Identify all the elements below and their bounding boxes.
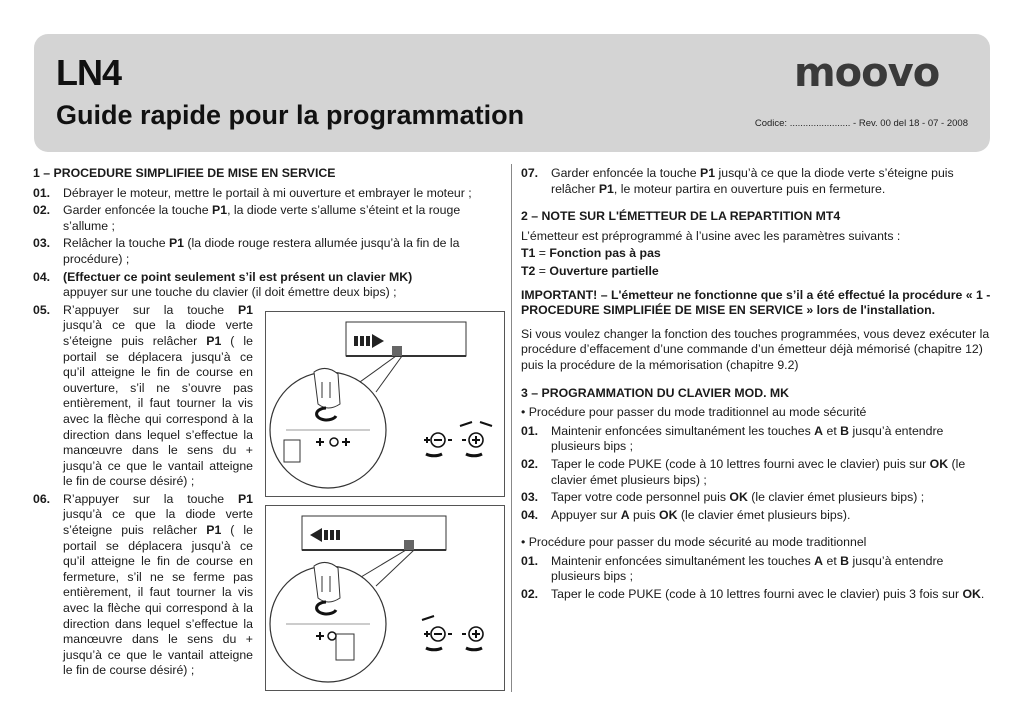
adjustment-screw-icon (424, 433, 452, 456)
transmitter-intro: L’émetteur est préprogrammé à l’usine avec les paramètres suivants : (521, 228, 901, 243)
adjustment-screw-icon (462, 627, 483, 650)
step-a04: 04. Appuyer sur A puis OK (le clavier émet plusieurs bips). (521, 507, 851, 522)
step-06: 06. R’appuyer sur la touche P1 jusqu’à ce que la diode verte s’éteigne puis relâcher P1 ( le portail se déplacera jusqu’à ce qu’il atteigne le fin de course en fermeture, s’il ne se ferme pas entièrement, il faut tourner la vis avec la flèche qui correspond à la direction dans lequel s’effectue la manœuvre dans le sens du + jusqu’à ce que le vantail atteigne le fin de course désiré) ; (33, 491, 253, 678)
t2-setting: T2 = Ouverture partielle (521, 263, 659, 278)
step-05: 05. R’appuyer sur la touche P1 jusqu’à ce que la diode verte s’éteigne puis relâcher P1 ( le portail se déplacera jusqu’à ce qu’il atteigne le fin de course en ouverture, s’il ne s’ouvre pas entièrement, il faut tourner la vis avec la flèche qui correspond à la direction dans lequel s’effectue la manœuvre dans le sens du + jusqu’à ce que le vantail atteigne le fin de course désiré) ; (33, 302, 253, 489)
gate-opening-illustration (266, 312, 504, 496)
change-functions-note: Si vous voulez changer la fonction des touches programmées, vous devez exécuter la procédure d’effacement d’une commande d’un émetteur déjà mémorisé (chapitre 12) puis la procédure de la mémorisation (chapitre 9.2) (521, 326, 990, 372)
opening-adjustment-figure (265, 311, 505, 497)
column-divider (511, 164, 512, 692)
adjustment-screw-icon (460, 422, 492, 456)
model-name: LN4 (56, 52, 122, 93)
step-01: 01. Débrayer le moteur, mettre le portail à mi ouverture et embrayer le moteur ; (33, 185, 472, 200)
adjustment-screw-icon (422, 616, 452, 650)
document-code: Codice: ....................... - Rev. 00 del 18 - 07 - 2008 (754, 118, 968, 129)
step-04: 04. (Effectuer ce point seulement s’il est présent un clavier MK) appuyer sur une touche du clavier (il doit émettre deux bips) ; (33, 269, 413, 300)
procedure-to-traditional-title: • Procédure pour passer du mode sécurité au mode traditionnel (521, 535, 867, 550)
page-title: Guide rapide pour la programmation (56, 100, 525, 130)
header-panel (34, 34, 990, 152)
closing-adjustment-figure (265, 505, 505, 691)
step-02: 02. Garder enfoncée la touche P1, la diode verte s’allume s’éteint et la rouge s’allume ; (33, 203, 461, 233)
svg-text:moovo: moovo (794, 52, 940, 92)
step-c02: 02. Taper le code PUKE (code à 10 lettres fourni avec le clavier) puis 3 fois sur OK. (521, 587, 985, 602)
step-07: 07. Garder enfoncée la touche P1 jusqu’à ce que la diode verte s’éteigne puis relâcher P1, le moteur partira en ouverture puis en fermeture. (521, 166, 954, 196)
step-a01: 01. Maintenir enfoncées simultanément les touches A et B jusqu’à entendre plusieurs bips ; (521, 423, 944, 454)
step-c01: 01. Maintenir enfoncées simultanément les touches A et B jusqu’à entendre plusieurs bips ; (521, 553, 944, 584)
section-1-title: 1 – PROCEDURE SIMPLIFIEE DE MISE EN SERVICE (33, 166, 336, 180)
gate-closing-illustration (266, 506, 504, 690)
important-note: IMPORTANT! – L'émetteur ne fonctionne que s’il a été effectué la procédure « 1 - PROCEDURE SIMPLIFIÉE DE MISE EN SERVICE » lors de l'installation. (521, 287, 991, 318)
right-column (521, 166, 991, 605)
moovo-logo (794, 52, 972, 92)
t1-setting: T1 = Fonction pas à pas (521, 246, 661, 261)
section-2-title: 2 – NOTE SUR L'ÉMETTEUR DE LA REPARTITION MT4 (521, 209, 841, 224)
step-03: 03. Relâcher la touche P1 (la diode rouge restera allumée jusqu’à la fin de la procédure) ; (33, 236, 460, 266)
procedure-to-security-title: • Procédure pour passer du mode traditionnel au mode sécurité (521, 405, 867, 420)
step-a02: 02. Taper le code PUKE (code à 10 lettres fourni avec le clavier) puis sur OK (le clavier émet plusieurs bips) ; (521, 456, 966, 487)
section-3-title: 3 – PROGRAMMATION DU CLAVIER MOD. MK (521, 385, 790, 400)
step-a03: 03. Taper votre code personnel puis OK (le clavier émet plusieurs bips) ; (521, 490, 925, 505)
